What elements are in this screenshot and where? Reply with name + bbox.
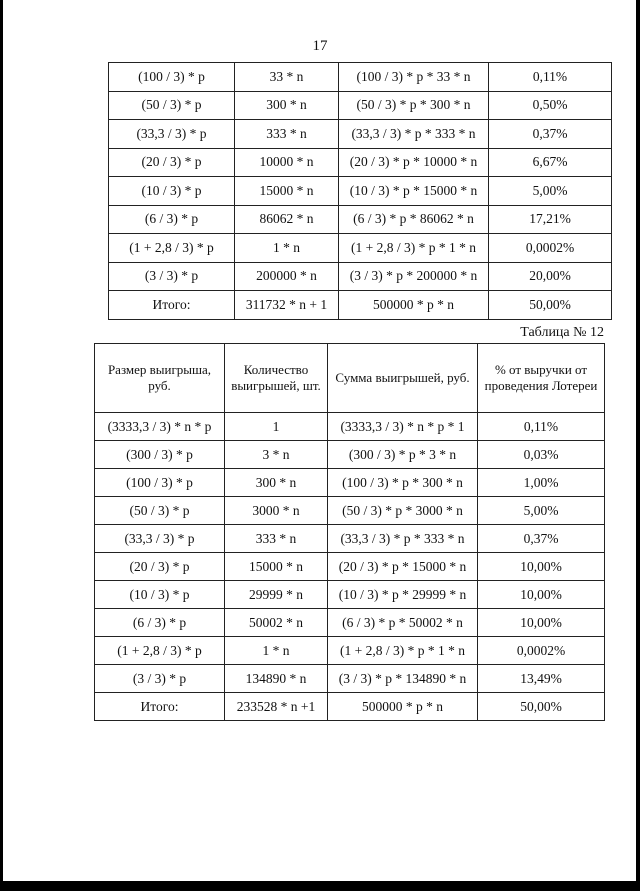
table-cell: 86062 * n xyxy=(235,205,339,234)
table-cell: 0,11% xyxy=(489,63,612,92)
table-cell: (20 / 3) * p * 10000 * n xyxy=(339,148,489,177)
table-cell: (1 + 2,8 / 3) * p xyxy=(109,234,235,263)
table-cell: (6 / 3) * p xyxy=(109,205,235,234)
table-cell: 10,00% xyxy=(478,609,605,637)
table-cell: 0,50% xyxy=(489,91,612,120)
table-cell: 33 * n xyxy=(235,63,339,92)
table-row xyxy=(95,525,605,553)
header-prize-count: Количество выигрышей, шт. xyxy=(225,344,328,413)
table-cell: 10,00% xyxy=(478,553,605,581)
table-cell: (100 / 3) * p xyxy=(109,63,235,92)
table-cell: 1 xyxy=(225,413,328,441)
table-cell: 333 * n xyxy=(225,525,328,553)
table-cell: 5,00% xyxy=(478,497,605,525)
prize-table-12 xyxy=(94,343,605,721)
table-cell: 5,00% xyxy=(489,177,612,206)
table-cell: (6 / 3) * p * 50002 * n xyxy=(328,609,478,637)
table-cell: 3000 * n xyxy=(225,497,328,525)
table-cell: (6 / 3) * p * 86062 * n xyxy=(339,205,489,234)
table-row xyxy=(109,291,612,320)
table-row xyxy=(95,553,605,581)
table-cell: 3 * n xyxy=(225,441,328,469)
table-cell: (100 / 3) * p * 33 * n xyxy=(339,63,489,92)
header-revenue-percent: % от выручки от проведения Лотереи xyxy=(478,344,605,413)
table-cell: 50,00% xyxy=(489,291,612,320)
table-cell: 0,03% xyxy=(478,441,605,469)
table-cell: (300 / 3) * p xyxy=(95,441,225,469)
scan-border-left xyxy=(0,0,3,891)
table-cell: (10 / 3) * p * 15000 * n xyxy=(339,177,489,206)
table-row xyxy=(109,148,612,177)
table-row xyxy=(95,469,605,497)
table-cell: (10 / 3) * p xyxy=(95,581,225,609)
header-prize-size: Размер выигрыша, руб. xyxy=(95,344,225,413)
table-row xyxy=(95,637,605,665)
table-cell: 15000 * n xyxy=(225,553,328,581)
table-cell: (1 + 2,8 / 3) * p * 1 * n xyxy=(328,637,478,665)
table-row xyxy=(109,262,612,291)
table-cell: (20 / 3) * p * 15000 * n xyxy=(328,553,478,581)
table-cell: Итого: xyxy=(95,693,225,721)
table-row xyxy=(109,63,612,92)
table-row xyxy=(95,497,605,525)
table-cell: 311732 * n + 1 xyxy=(235,291,339,320)
table-12-caption: Таблица № 12 xyxy=(520,325,604,340)
table-cell: 0,0002% xyxy=(478,637,605,665)
table-cell: (33,3 / 3) * p * 333 * n xyxy=(339,120,489,149)
table-cell: (20 / 3) * p xyxy=(95,553,225,581)
table-cell: 500000 * p * n xyxy=(339,291,489,320)
table-row xyxy=(95,581,605,609)
table-cell: (33,3 / 3) * p xyxy=(95,525,225,553)
table-cell: (33,3 / 3) * p * 333 * n xyxy=(328,525,478,553)
table-cell: (1 + 2,8 / 3) * p xyxy=(95,637,225,665)
table-cell: (100 / 3) * p xyxy=(95,469,225,497)
scan-border-right xyxy=(636,0,640,891)
table-row xyxy=(109,120,612,149)
table-cell: (10 / 3) * p xyxy=(109,177,235,206)
table-cell: (50 / 3) * p xyxy=(109,91,235,120)
table-cell: 17,21% xyxy=(489,205,612,234)
table-cell: (1 + 2,8 / 3) * p * 1 * n xyxy=(339,234,489,263)
table-cell: 233528 * n +1 xyxy=(225,693,328,721)
table-row xyxy=(109,91,612,120)
table-row xyxy=(95,665,605,693)
table-cell: 6,67% xyxy=(489,148,612,177)
table-row xyxy=(109,234,612,263)
table-cell: 1,00% xyxy=(478,469,605,497)
table-row xyxy=(95,413,605,441)
table-cell: (50 / 3) * p xyxy=(95,497,225,525)
table-cell: 134890 * n xyxy=(225,665,328,693)
table-row xyxy=(95,609,605,637)
prize-table-continued xyxy=(108,62,612,320)
scan-border-bottom xyxy=(0,881,640,891)
table-cell: (3 / 3) * p * 200000 * n xyxy=(339,262,489,291)
table-cell: 500000 * p * n xyxy=(328,693,478,721)
table-cell: 200000 * n xyxy=(235,262,339,291)
table-cell: 300 * n xyxy=(225,469,328,497)
table-cell: 20,00% xyxy=(489,262,612,291)
table-cell: 50,00% xyxy=(478,693,605,721)
table-cell: (33,3 / 3) * p xyxy=(109,120,235,149)
table-cell: (20 / 3) * p xyxy=(109,148,235,177)
table-cell: 15000 * n xyxy=(235,177,339,206)
table-row xyxy=(109,177,612,206)
table-cell: 10,00% xyxy=(478,581,605,609)
table-cell: (100 / 3) * p * 300 * n xyxy=(328,469,478,497)
table-cell: (6 / 3) * p xyxy=(95,609,225,637)
table-cell: (3 / 3) * p xyxy=(95,665,225,693)
table-cell: 13,49% xyxy=(478,665,605,693)
table-cell: (300 / 3) * p * 3 * n xyxy=(328,441,478,469)
table-cell: 0,11% xyxy=(478,413,605,441)
table-row xyxy=(95,441,605,469)
table-cell: (10 / 3) * p * 29999 * n xyxy=(328,581,478,609)
table-cell: 29999 * n xyxy=(225,581,328,609)
table-row xyxy=(95,693,605,721)
table-cell: 333 * n xyxy=(235,120,339,149)
table-cell: (3 / 3) * p * 134890 * n xyxy=(328,665,478,693)
page-number: 17 xyxy=(312,38,328,54)
table-cell: (3 / 3) * p xyxy=(109,262,235,291)
header-prize-sum: Сумма выигрышей, руб. xyxy=(328,344,478,413)
table-cell: 1 * n xyxy=(225,637,328,665)
table-cell: 1 * n xyxy=(235,234,339,263)
table-cell: (3333,3 / 3) * n * p xyxy=(95,413,225,441)
table-cell: (50 / 3) * p * 3000 * n xyxy=(328,497,478,525)
table-cell: 0,37% xyxy=(478,525,605,553)
table-cell: 10000 * n xyxy=(235,148,339,177)
table-header-row xyxy=(95,344,605,413)
table-cell: 0,37% xyxy=(489,120,612,149)
table-cell: (3333,3 / 3) * n * p * 1 xyxy=(328,413,478,441)
table-row xyxy=(109,205,612,234)
table-cell: 0,0002% xyxy=(489,234,612,263)
table-cell: Итого: xyxy=(109,291,235,320)
table-cell: 300 * n xyxy=(235,91,339,120)
table-cell: 50002 * n xyxy=(225,609,328,637)
table-cell: (50 / 3) * p * 300 * n xyxy=(339,91,489,120)
